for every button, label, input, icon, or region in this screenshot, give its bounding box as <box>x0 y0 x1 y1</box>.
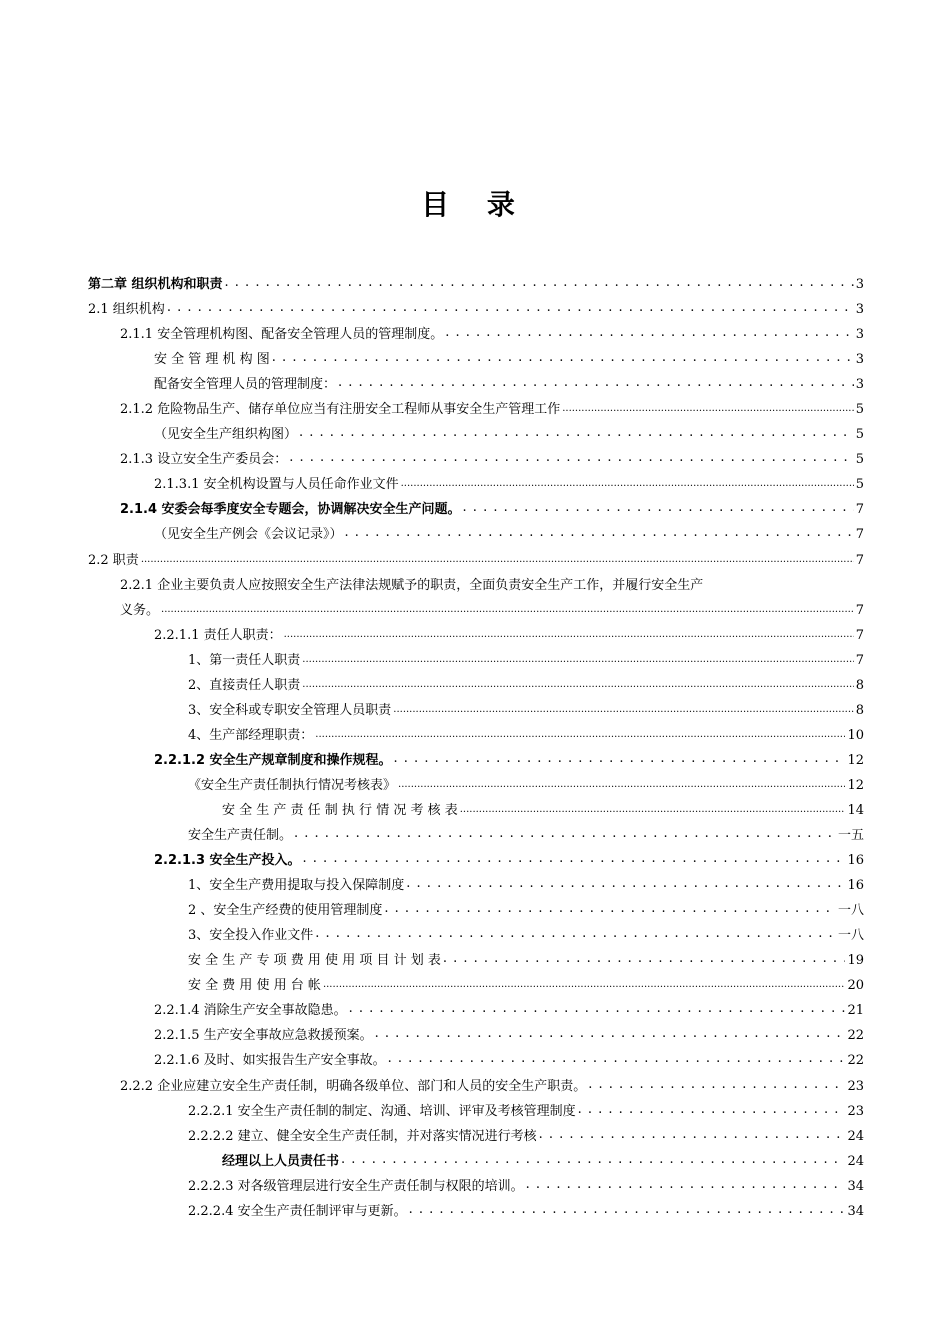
toc-entry-page: 7 <box>855 652 864 668</box>
toc-entry-page: 24 <box>847 1128 864 1144</box>
toc-entry-page: 7 <box>855 602 864 618</box>
toc-entry[interactable] <box>88 373 864 398</box>
leader-dots <box>289 450 854 465</box>
toc-entry-page: 12 <box>847 777 864 793</box>
leader-dots <box>341 1152 845 1167</box>
leader-dots <box>393 701 853 716</box>
leader-dots <box>349 1001 846 1016</box>
toc-entry-page: 3 <box>855 352 864 368</box>
toc-entry[interactable] <box>88 1049 864 1074</box>
leader-dots <box>388 1051 846 1066</box>
toc-entry[interactable] <box>88 749 864 774</box>
toc-entry[interactable] <box>88 674 864 699</box>
toc-entry[interactable] <box>88 1150 864 1175</box>
leader-dots <box>398 776 845 791</box>
toc-entry-page: 34 <box>847 1178 864 1194</box>
toc-entry-page: 一八 <box>837 928 864 944</box>
toc-entry[interactable] <box>88 298 864 323</box>
toc-entry-text: 经理以上人员责任书 <box>222 1153 340 1169</box>
toc-entry-page: 8 <box>855 677 864 693</box>
leader-dots <box>443 951 846 966</box>
toc-entry[interactable] <box>88 1075 864 1100</box>
leader-dots <box>526 1177 846 1192</box>
toc-entry[interactable] <box>88 799 864 824</box>
toc-entry-text: 配备安全管理人员的管理制度： <box>154 377 337 393</box>
toc-entry[interactable] <box>88 549 864 574</box>
toc-entry[interactable] <box>88 1024 864 1049</box>
toc-entry-text: 2.2.2.2 建立、健全安全生产责任制，并对落实情况进行考核 <box>188 1128 537 1144</box>
toc-entry-text: 2.1.2 危险物品生产、储存单位应当有注册安全工程师从事安全生产管理工作 <box>120 402 561 418</box>
toc-entry-text: 3、安全科或专职安全管理人员职责 <box>188 702 392 718</box>
leader-dots <box>406 876 845 891</box>
toc-entry-page: 10 <box>847 727 864 743</box>
leader-dots <box>401 475 854 490</box>
toc-entry[interactable] <box>88 724 864 749</box>
toc-entry[interactable] <box>88 849 864 874</box>
toc-entry-page: 5 <box>855 402 864 418</box>
toc-entry-text: 安全生产责任制。 <box>188 828 293 844</box>
toc-entry-text: 1、第一责任人职责 <box>188 652 301 668</box>
toc-entry[interactable] <box>88 699 864 724</box>
leader-dots <box>272 350 854 365</box>
toc-entry-text: 2.1.3.1 安全机构设置与人员任命作业文件 <box>154 477 399 493</box>
toc-entry[interactable] <box>88 649 864 674</box>
toc-entry-page: 3 <box>855 302 864 318</box>
toc-entry-text: 安 全 费 用 使 用 台 帐 <box>188 978 321 994</box>
toc-entry-text: 2.2.1.3 安全生产投入。 <box>154 853 301 869</box>
toc-entry[interactable] <box>88 974 864 999</box>
toc-entry[interactable] <box>88 398 864 423</box>
toc-entry-text: （见安全生产例会《会议记录》） <box>154 527 343 543</box>
document-title: 目 录 <box>421 188 529 221</box>
toc-entry[interactable] <box>88 774 864 799</box>
leader-dots <box>167 300 854 315</box>
toc-entry-page: 16 <box>847 878 864 894</box>
toc-entry[interactable] <box>88 899 864 924</box>
leader-dots <box>225 275 854 290</box>
toc-entry-page: 3 <box>855 277 864 292</box>
toc-entry-page: 22 <box>847 1028 864 1044</box>
toc-entry-text: 2.2.1.2 安全生产规章制度和操作规程。 <box>154 752 392 768</box>
toc-entry-text: 2.2.1.1 责任人职责： <box>154 627 282 643</box>
toc-entry-page: 24 <box>847 1153 864 1169</box>
toc-entry-page: 一八 <box>837 903 864 919</box>
leader-dots <box>460 801 846 816</box>
toc-entry-page: 5 <box>855 427 864 443</box>
toc-entry-text: 2.1.1 安全管理机构图、配备安全管理人员的管理制度。 <box>120 327 444 343</box>
toc-entry-page: 3 <box>855 327 864 343</box>
leader-dots <box>302 676 853 691</box>
toc-entry-page: 7 <box>855 527 864 543</box>
toc-entry-text: 4、生产部经理职责： <box>188 727 314 743</box>
toc-entry[interactable] <box>88 999 864 1024</box>
leader-dots <box>588 1077 845 1092</box>
toc-entry-page: 7 <box>855 552 864 568</box>
toc-entry-text: 2.2.1 企业主要负责人应按照安全生产法律法规赋予的职责，全面负责安全生产工作，并履行安全生产 <box>120 577 704 593</box>
toc-entry-text: （见安全生产组织构图） <box>154 427 298 443</box>
toc-entry-text: 2.1.3 设立安全生产委员会： <box>120 452 288 468</box>
toc-entry[interactable] <box>88 874 864 899</box>
toc-entry-continuation[interactable] <box>88 599 864 624</box>
leader-dots <box>445 325 854 340</box>
leader-dots <box>578 1102 846 1117</box>
leader-dots <box>394 751 846 766</box>
toc-entry-page: 19 <box>847 953 864 969</box>
leader-dots <box>315 726 845 741</box>
toc-entry[interactable] <box>88 323 864 348</box>
toc-entry-page: 12 <box>847 752 864 768</box>
toc-entry-page: 5 <box>855 477 864 493</box>
toc-entry-page: 23 <box>847 1078 864 1094</box>
leader-dots <box>463 500 854 515</box>
leader-dots <box>299 425 854 440</box>
toc-entry[interactable] <box>88 498 864 523</box>
toc-entry-page: 20 <box>847 978 864 994</box>
leader-dots <box>384 901 836 916</box>
toc-entry-page: 3 <box>855 377 864 393</box>
leader-dots <box>294 826 836 841</box>
leader-dots <box>141 551 854 566</box>
leader-dots <box>303 851 846 866</box>
toc-entry-page: 22 <box>847 1053 864 1069</box>
toc-entry[interactable] <box>88 1175 864 1200</box>
leader-dots <box>315 926 836 941</box>
toc-entry[interactable] <box>88 348 864 373</box>
toc-entry-text: 2.2.2.1 安全生产责任制的制定、沟通、培训、评审及考核管理制度 <box>188 1103 576 1119</box>
toc-entry[interactable] <box>88 924 864 949</box>
toc-entry-text: 3、安全投入作业文件 <box>188 928 314 944</box>
toc-entry-text: 安 全 生 产 专 项 费 用 使 用 项 目 计 划 表 <box>188 953 441 969</box>
toc-entry-text: 2、直接责任人职责 <box>188 677 301 693</box>
toc-entry[interactable] <box>88 1100 864 1125</box>
toc-entry-text: 2.2.2 企业应建立安全生产责任制，明确各级单位、部门和人员的安全生产职责。 <box>120 1078 587 1094</box>
table-of-contents <box>88 273 864 1225</box>
toc-entry-text: 2.2.2.3 对各级管理层进行安全生产责任制与权限的培训。 <box>188 1178 524 1194</box>
toc-entry-text: 2 、安全生产经费的使用管理制度 <box>188 903 383 919</box>
toc-entry-page: 一五 <box>837 828 864 844</box>
toc-entry-text: 2.2.2.4 安全生产责任制评审与更新。 <box>188 1203 407 1219</box>
toc-entry[interactable] <box>88 624 864 649</box>
toc-entry-page: 7 <box>855 627 864 643</box>
leader-dots <box>338 375 854 390</box>
toc-entry-page: 14 <box>847 802 864 818</box>
toc-entry[interactable] <box>88 523 864 548</box>
toc-entry-text: 2.1 组织机构 <box>88 302 165 318</box>
leader-dots <box>562 400 854 415</box>
leader-dots <box>345 525 854 540</box>
toc-entry[interactable] <box>88 423 864 448</box>
toc-entry-text: 2.2 职责 <box>88 552 139 568</box>
toc-entry-page: 23 <box>847 1103 864 1119</box>
leader-dots <box>375 1026 846 1041</box>
leader-dots <box>161 601 854 616</box>
leader-dots <box>409 1202 846 1217</box>
toc-entry-text: 义务。 <box>120 602 160 618</box>
toc-entry[interactable] <box>88 824 864 849</box>
toc-entry-text: 2.2.1.5 生产安全事故应急救援预案。 <box>154 1028 373 1044</box>
leader-dots <box>539 1127 846 1142</box>
toc-entry-text: 第二章 组织机构和职责 <box>88 277 223 292</box>
toc-entry[interactable] <box>88 949 864 974</box>
toc-entry-page: 34 <box>847 1203 864 1219</box>
leader-dots <box>302 651 853 666</box>
toc-entry-page: 5 <box>855 452 864 468</box>
toc-entry-text: 2.2.1.4 消除生产安全事故隐患。 <box>154 1003 347 1019</box>
toc-entry-text: 安 全 生 产 责 任 制 执 行 情 况 考 核 表 <box>222 802 458 818</box>
toc-entry[interactable] <box>88 574 864 599</box>
toc-entry-text: 2.2.1.6 及时、如实报告生产安全事故。 <box>154 1053 386 1069</box>
toc-entry-text: 1、安全生产费用提取与投入保障制度 <box>188 878 405 894</box>
toc-entry[interactable] <box>88 273 864 298</box>
toc-entry[interactable] <box>88 448 864 473</box>
toc-entry[interactable] <box>88 1200 864 1225</box>
toc-entry-page: 7 <box>855 502 864 518</box>
toc-entry[interactable] <box>88 1125 864 1150</box>
toc-entry-text: 安 全 管 理 机 构 图 <box>154 352 270 368</box>
toc-entry-page: 8 <box>855 702 864 718</box>
toc-entry-page: 21 <box>847 1003 864 1019</box>
leader-dots <box>284 626 854 641</box>
toc-entry-page: 16 <box>847 853 864 869</box>
toc-entry-text: 2.1.4 安委会每季度安全专题会，协调解决安全生产问题。 <box>120 502 461 518</box>
leader-dots <box>323 976 846 991</box>
toc-entry-text: 《安全生产责任制执行情况考核表》 <box>188 777 397 793</box>
toc-entry[interactable] <box>88 473 864 498</box>
